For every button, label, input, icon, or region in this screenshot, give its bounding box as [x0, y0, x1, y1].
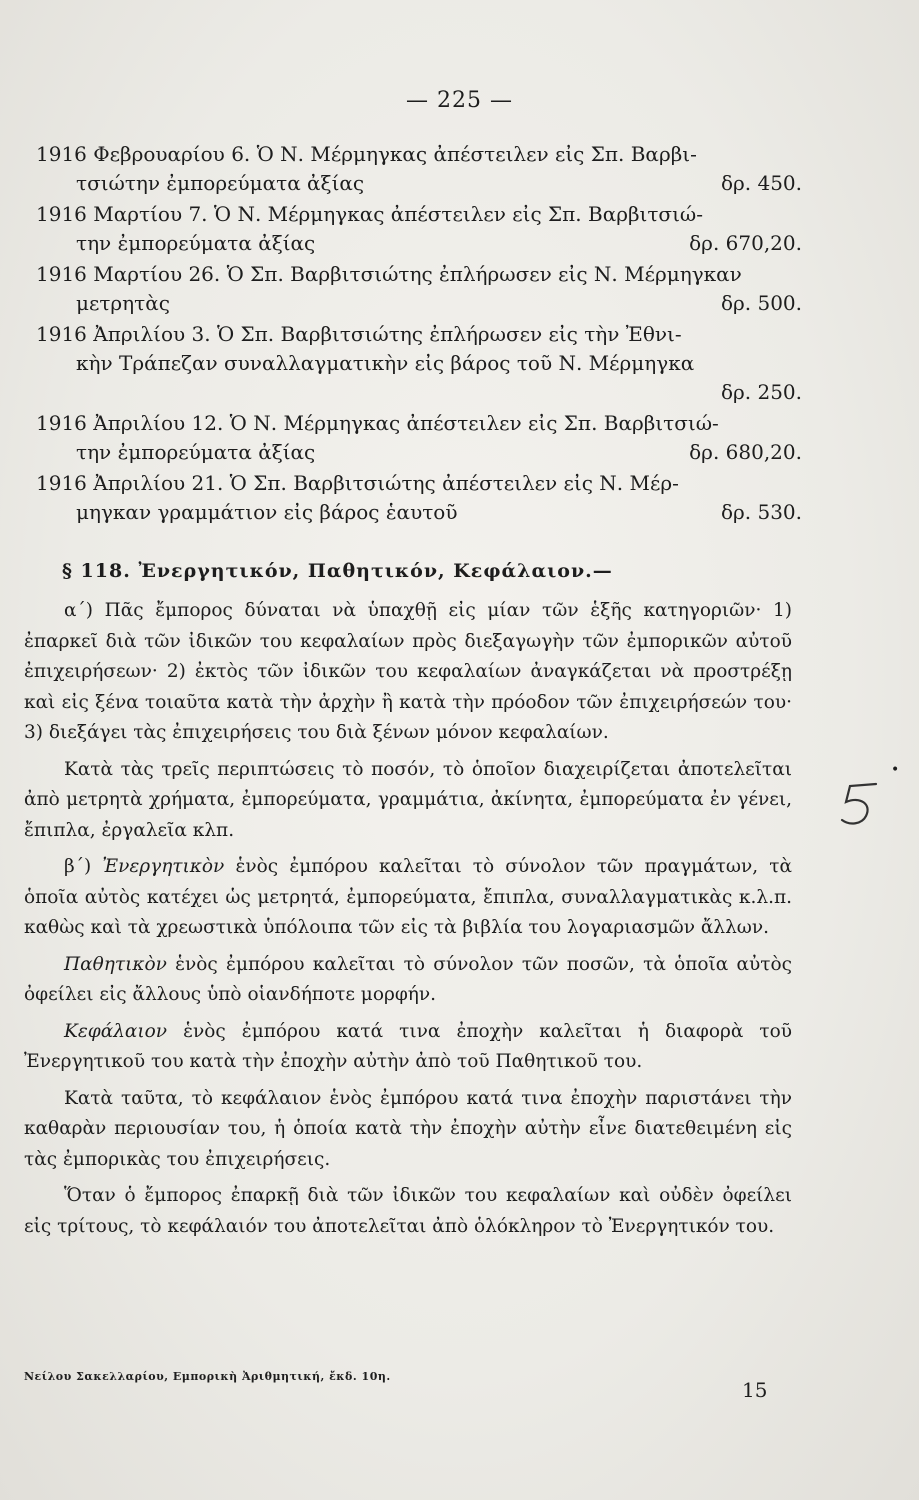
paragraph: Κατὰ τὰς τρεῖς περιπτώσεις τὸ ποσόν, τὸ ὁποῖον διαχειρίζεται ἀποτελεῖται ἀπὸ μετρητὰ χρήματα, ἐμπορεύματα, γραμμάτια, ἀκίνητα, ἐμπορεύματα ἐν γένει, ἔπιπλα, ἐργαλεῖα κλπ. — [24, 758, 792, 841]
ledger-entry — [36, 140, 802, 198]
ledger-entry — [36, 469, 802, 527]
paragraph-text: ἑνὸς ἐμπόρου κατά τινα ἐποχὴν καλεῖται ἡ διαφορὰ τοῦ Ἐνεργητικοῦ του κατὰ τὴν ἐποχὴν αὐτὴν ἀπὸ τοῦ Παθητικοῦ του. — [24, 1020, 792, 1072]
entry-line: 1916 Μαρτίου 26. Ὁ Σπ. Βαρβιτσιώτης ἐπλήρωσεν εἰς Ν. Μέρμηγκαν — [36, 262, 742, 286]
entry-line: την ἐμπορεύματα ἀξίας — [76, 440, 316, 464]
ledger-entry — [36, 260, 802, 318]
paragraph: α΄) Πᾶς ἔμπορος δύναται νὰ ὑπαχθῇ εἰς μίαν τῶν ἑξῆς κατηγοριῶν· 1) ἐπαρκεῖ διὰ τῶν ἰδικῶν του κεφαλαίων πρὸς διεξαγωγὴν τῶν ἐμπορικῶν αὐτοῦ ἐπιχειρήσεων· 2) ἐκτὸς τῶν ἰδικῶν του κεφαλαίων ἀναγκάζεται νὰ προστρέξῃ καὶ εἰς ξένα τοιαῦτα κατὰ τὴν ἀρχὴν ἢ κατὰ τὴν πρόοδον τῶν ἐπιχειρήσεών του· 3) διεξάγει τὰς ἐπιχειρήσεις του διὰ ξένων μόνον κεφαλαίων. — [24, 600, 792, 743]
signature-number: 15 — [742, 1378, 768, 1402]
ledger-entries — [36, 140, 802, 527]
term-assets: Ἐνεργητικὸν — [102, 856, 225, 877]
section-heading: § 118. Ἐνεργητικόν, Παθητικόν, Κεφάλαιον.— — [62, 560, 613, 582]
ledger-entry — [36, 200, 802, 258]
entry-amount: δρ. 450. — [720, 171, 802, 195]
entry-line: κὴν Τράπεζαν συναλλαγματικὴν εἰς βάρος τοῦ Ν. Μέρμηγκα — [76, 351, 695, 375]
body-text — [24, 596, 792, 1248]
entry-line: τσιώτην ἐμπορεύματα ἀξίας — [76, 171, 365, 195]
entry-line: 1916 Μαρτίου 7. Ὁ Ν. Μέρμηγκας ἀπέστειλεν εἰς Σπ. Βαρβιτσιώ- — [36, 202, 703, 226]
entry-amount: δρ. 250. — [720, 380, 802, 404]
ledger-entry — [36, 320, 802, 407]
paragraph: Ὅταν ὁ ἔμπορος ἐπαρκῇ διὰ τῶν ἰδικῶν του κεφαλαίων καὶ οὐδὲν ὀφείλει εἰς τρίτους, τὸ κεφάλαιόν του ἀποτελεῖται ἀπὸ ὁλόκληρον τὸ Ἐνεργητικόν του. — [24, 1185, 792, 1237]
paragraph — [24, 852, 792, 944]
paragraph: Κατὰ ταῦτα, τὸ κεφάλαιον ἑνὸς ἐμπόρου κατά τινα ἐποχὴν παριστάνει τὴν καθαρὰν περιουσίαν του, ἡ ὁποία κατὰ τὴν ἐποχὴν αὐτὴν εἶνε διατεθειμένη εἰς τὰς ἐμπορικὰς του ἐπιχειρήσεις. — [24, 1087, 792, 1170]
entry-line: την ἐμπορεύματα ἀξίας — [76, 231, 316, 255]
entry-amount: δρ. 680,20. — [689, 440, 802, 464]
entry-line: μηγκαν γραμμάτιον εἰς βάρος ἑαυτοῦ — [76, 500, 458, 524]
paragraph-label: β΄) — [64, 856, 103, 877]
entry-line: 1916 Ἀπριλίου 3. Ὁ Σπ. Βαρβιτσιώτης ἐπλήρωσεν εἰς τὴν Ἐθνι- — [36, 322, 682, 346]
entry-line: 1916 Ἀπριλίου 21. Ὁ Σπ. Βαρβιτσιώτης ἀπέστειλεν εἰς Ν. Μέρ- — [36, 471, 679, 495]
entry-line: μετρητὰς — [76, 291, 170, 315]
footer-imprint: Νείλου Σακελλαρίου, Εμπορικὴ Ἀριθμητική, ἔκδ. 10η. — [24, 1370, 391, 1383]
ledger-entry — [36, 409, 802, 467]
entry-line: 1916 Ἀπριλίου 12. Ὁ Ν. Μέρμηγκας ἀπέστειλεν εἰς Σπ. Βαρβιτσιώ- — [36, 411, 719, 435]
term-liabilities: Παθητικὸν — [64, 953, 167, 975]
paragraph — [24, 950, 792, 1011]
margin-dot: • — [891, 762, 900, 778]
term-capital: Κεφάλαιον — [64, 1020, 168, 1042]
entry-amount: δρ. 530. — [720, 500, 802, 524]
entry-amount: δρ. 670,20. — [689, 231, 802, 255]
entry-line: 1916 Φεβρουαρίου 6. Ὁ Ν. Μέρμηγκας ἀπέστειλεν εἰς Σπ. Βαρβι- — [36, 142, 697, 166]
page-number: — 225 — — [406, 88, 513, 113]
entry-amount: δρ. 500. — [720, 291, 802, 315]
paragraph-text: ἑνὸς ἐμπόρου καλεῖται τὸ σύνολον τῶν πραγμάτων, τὰ ὁποῖα αὐτὸς κατέχει ὡς μετρητά, ἐμπορεύματα, ἔπιπλα, συναλλαγματικὰς κ.λ.π. καθὼς καὶ τὰ χρεωστικὰ ὑπόλοιπα τῶν εἰς τὰ βιβλία του λογαριασμῶν ἄλλων. — [24, 856, 792, 938]
paragraph — [24, 1017, 792, 1078]
paragraph-text: ἑνὸς ἐμπόρου καλεῖται τὸ σύνολον τῶν ποσῶν, τὰ ὁποῖα αὐτὸς ὀφείλει εἰς ἄλλους ὑπὸ οἱανδήποτε μορφήν. — [24, 953, 792, 1005]
handwritten-margin-mark — [836, 778, 880, 830]
